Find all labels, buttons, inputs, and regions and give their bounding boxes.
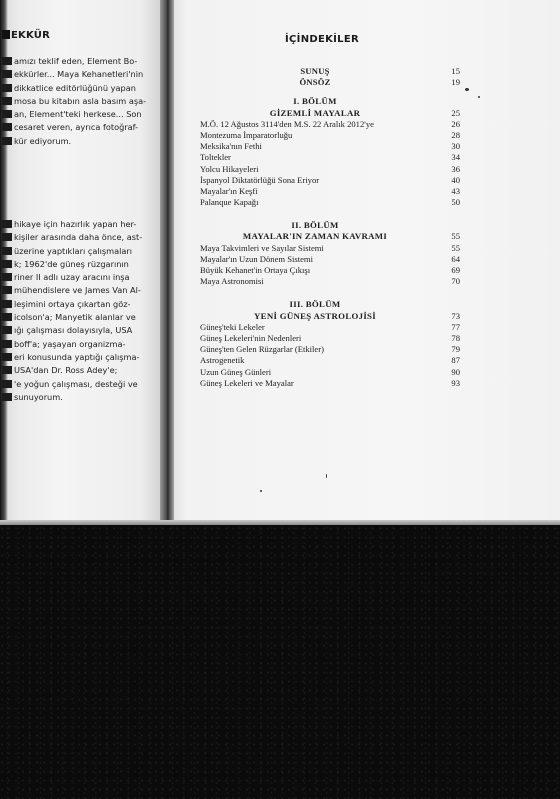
toc-title: İÇİNDEKİLER — [285, 34, 359, 45]
page-number: 26 — [451, 118, 460, 129]
toc-entry: Güneş'ten Gelen Rüzgarlar (Etkiler) 79 — [200, 344, 460, 355]
text-line: kişiler arasında daha önce, ast- — [2, 231, 160, 244]
page-number: 36 — [451, 163, 460, 174]
toc-entry: Astrogenetik 87 — [200, 355, 460, 366]
toc-entry: Maya Takvimleri ve Sayılar Sistemi 55 — [200, 242, 460, 253]
text-line: eri konusunda yaptığı çalışma- — [2, 351, 160, 364]
text-line: kür ediyorum. — [2, 135, 160, 148]
text-line: amızı teklif eden, Element Bo- — [2, 55, 160, 68]
page-number: 40 — [451, 174, 460, 185]
text-line: mosa bu kitabın asla basım aşa- — [2, 95, 160, 108]
text-line: ekkürler... Maya Kehanetleri'nin — [2, 68, 160, 81]
page-number: 34 — [451, 152, 460, 163]
toc-entry: Mayalar'ın Uzun Dönem Sistemi 64 — [200, 253, 460, 264]
toc-section-heading: YENİ GÜNEŞ ASTROLOJİSİ 73 — [254, 310, 460, 321]
toc-section-heading: GİZEMLİ MAYALAR 25 — [269, 107, 460, 118]
toc-entry: Montezuma İmparatorluğu 28 — [200, 129, 460, 140]
page-number: 25 — [451, 107, 460, 118]
text-line: üzerine yaptıkları çalışmaları — [2, 245, 160, 258]
text-line: boff'a; yaşayan organizma- — [2, 338, 160, 351]
text-line: 'e yoğun çalışması, desteği ve — [2, 378, 160, 391]
toc-entry: Maya Astronomisi 70 — [200, 276, 460, 287]
toc-entry: Güneş Lekeleri ve Mayalar 93 — [200, 377, 460, 388]
page-number: 55 — [451, 242, 460, 253]
toc-entry: İspanyol Diktatörlüğü Sona Eriyor 40 — [200, 174, 460, 185]
toc-entry: Güneş Lekeleri'nin Nedenleri 78 — [200, 332, 460, 343]
page-number: 55 — [451, 231, 460, 242]
scan-speck — [260, 490, 262, 492]
page-number: 73 — [451, 310, 460, 321]
toc-entry: Uzun Güneş Günleri 90 — [200, 366, 460, 377]
text-line: dikkatlice editörlüğünü yapan — [2, 82, 160, 95]
toc-entry: Palanque Kapağı 50 — [200, 197, 460, 208]
scan-speck — [326, 474, 327, 478]
text-line: leşimini ortaya çıkartan göz- — [2, 298, 160, 311]
toc-front-entry: ÖNSÖZ 19 — [299, 77, 460, 88]
table-of-contents — [200, 66, 470, 389]
scanner-background — [0, 525, 560, 799]
page-number: 15 — [451, 66, 460, 76]
text-line: icolson'a; Manyetik alanlar ve — [2, 311, 160, 324]
page-number: 77 — [451, 321, 460, 332]
toc-part-label: I. BÖLÜM — [293, 96, 337, 107]
page-number: 69 — [451, 265, 460, 275]
toc-entry: Yolcu Hikayeleri 36 — [200, 163, 460, 174]
toc-entry: Toltekler 34 — [200, 152, 460, 163]
toc-part-label: II. BÖLÜM — [291, 220, 339, 231]
toc-entry: Mayalar'ın Keşfi 43 — [200, 185, 460, 196]
text-line: ığı çalışması dolayısıyla, USA — [2, 324, 160, 337]
page-number: 90 — [451, 366, 460, 377]
text-line: cesaret veren, ayrıca fotoğraf- — [2, 121, 160, 134]
toc-part-label: III. BÖLÜM — [289, 299, 341, 310]
page-number: 50 — [451, 197, 460, 208]
toc-entry: Büyük Kehanet'in Ortaya Çıkışı 69 — [200, 265, 460, 275]
toc-entry: Meksika'nın Fethi 30 — [200, 141, 460, 152]
text-line: USA'dan Dr. Ross Adey'e; — [2, 364, 160, 377]
page-number: 87 — [451, 355, 460, 366]
scan-speck — [478, 96, 480, 98]
book-gutter — [160, 0, 174, 535]
page-number: 70 — [451, 276, 460, 287]
scan-speck — [465, 88, 469, 91]
toc-section-heading: MAYALAR'IN ZAMAN KAVRAMI 55 — [242, 231, 460, 242]
toc-front-entry: SUNUŞ 15 — [300, 66, 460, 76]
page-number: 30 — [451, 141, 460, 152]
page-number: 19 — [451, 77, 460, 88]
text-line: hikaye için hazırlık yapan her- — [2, 218, 160, 231]
text-line: mühendislere ve James Van Al- — [2, 284, 160, 297]
page-number: 93 — [451, 377, 460, 388]
text-line: riner II adlı uzay aracını inşa — [2, 271, 160, 284]
text-line: an, Element'teki herkese... Son — [2, 108, 160, 121]
page-number: 43 — [451, 185, 460, 196]
acknowledgement-paragraph-2 — [2, 218, 160, 404]
page-number: 28 — [451, 129, 460, 140]
acknowledgement-paragraph-1 — [2, 55, 160, 148]
page-number: 78 — [451, 332, 460, 343]
toc-entry: Güneş'teki Lekeler 77 — [200, 321, 460, 332]
text-line: sunuyorum. — [2, 391, 160, 404]
page-number: 64 — [451, 253, 460, 264]
page-number: 79 — [451, 344, 460, 355]
left-page-heading: EKKÜR — [2, 30, 50, 41]
text-line: k; 1962'de güneş rüzgarının — [2, 258, 160, 271]
toc-entry: M.Ö. 12 Ağustos 3114'den M.S. 22 Aralık 2012'ye 26 — [200, 118, 460, 129]
